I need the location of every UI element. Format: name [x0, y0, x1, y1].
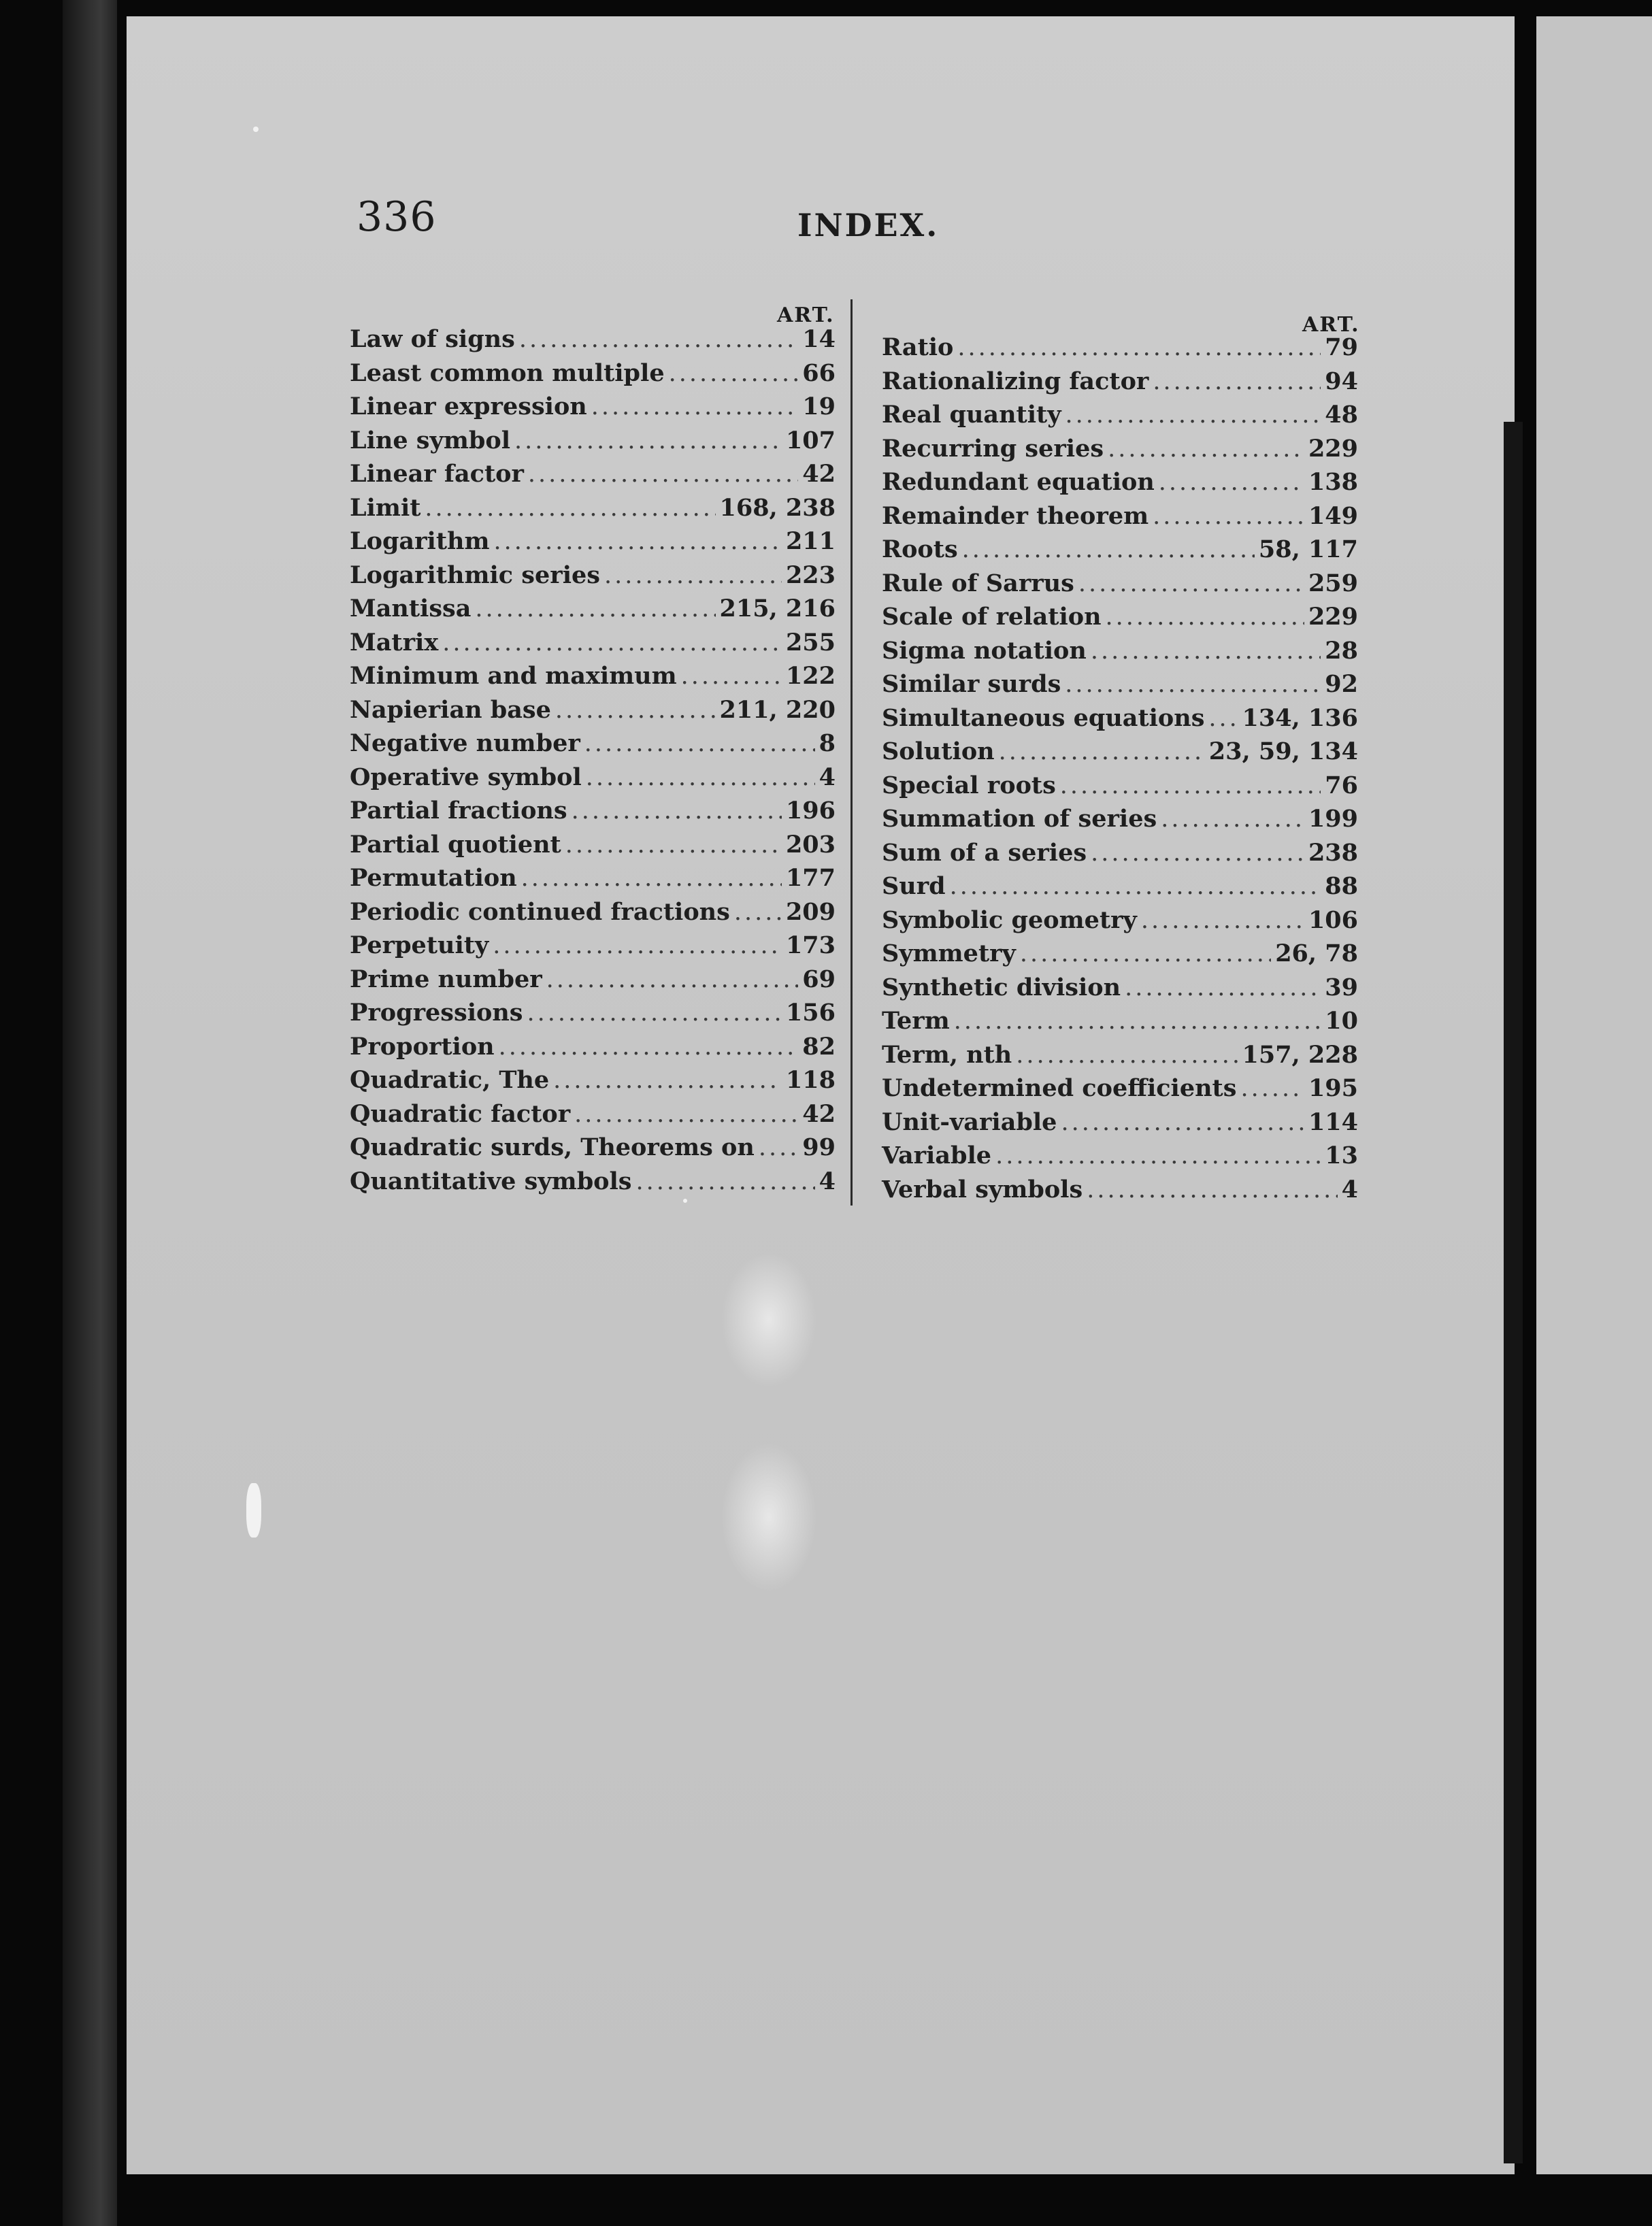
index-term: Synthetic division [882, 973, 1121, 1001]
dot-leader [681, 660, 782, 694]
index-entry [882, 769, 1358, 803]
dot-leader [528, 458, 798, 492]
index-entry [350, 1030, 836, 1064]
article-reference: 138 [1308, 468, 1358, 496]
article-reference: 211, 220 [719, 695, 836, 724]
index-entry [350, 1097, 836, 1131]
dot-leader [1125, 971, 1321, 1006]
dot-leader [514, 425, 782, 459]
index-term: Linear factor [350, 460, 524, 488]
index-entry [882, 701, 1358, 735]
index-term: Scale of relation [882, 603, 1102, 631]
paper-smudge [721, 1442, 816, 1592]
index-term: Remainder theorem [882, 501, 1149, 530]
index-term: Roots [882, 535, 958, 563]
index-term: Line symbol [350, 426, 510, 454]
index-entry [350, 727, 836, 761]
dot-leader [759, 1131, 798, 1165]
index-entry [882, 667, 1358, 701]
article-reference: 8 [819, 729, 836, 757]
index-entry [882, 836, 1358, 870]
article-reference: 223 [785, 561, 836, 589]
index-entry [350, 659, 836, 693]
article-reference: 203 [785, 830, 836, 859]
article-reference: 211 [785, 527, 836, 555]
dot-leader [546, 963, 799, 997]
paper-speck [683, 1199, 687, 1203]
article-reference: 10 [1325, 1007, 1358, 1035]
right-column-header: ART. [1302, 313, 1360, 337]
index-entry [882, 365, 1358, 399]
article-reference: 229 [1308, 434, 1358, 463]
dot-leader [995, 1140, 1321, 1174]
dot-leader [586, 761, 815, 795]
column-divider [850, 299, 853, 1206]
dot-leader [553, 1064, 782, 1098]
index-entry [350, 828, 836, 862]
index-term: Limit [350, 493, 421, 522]
index-term: Rule of Sarrus [882, 569, 1074, 597]
article-reference: 255 [785, 628, 836, 657]
page-number: 336 [357, 193, 437, 241]
index-term: Quadratic factor [350, 1099, 571, 1128]
article-reference: 4 [819, 763, 836, 791]
left-column-header: ART. [777, 303, 835, 327]
article-reference: 26, 78 [1275, 940, 1358, 967]
index-term: Special roots [882, 771, 1056, 799]
article-reference: 69 [802, 965, 836, 993]
dot-leader [572, 795, 782, 829]
index-entry [350, 525, 836, 559]
article-reference: 42 [802, 460, 836, 488]
dot-leader [1061, 1106, 1304, 1140]
index-term: Undetermined coefficients [882, 1074, 1237, 1102]
dot-leader [999, 735, 1205, 769]
index-term: Least common multiple [350, 359, 665, 387]
index-term: Logarithmic series [350, 561, 600, 589]
dot-leader [591, 391, 799, 425]
index-term: Linear expression [350, 393, 587, 420]
index-entry [882, 1173, 1358, 1207]
dot-leader [1087, 1174, 1337, 1208]
article-reference: 28 [1325, 636, 1358, 665]
index-entry [882, 735, 1358, 769]
index-term: Logarithm [350, 527, 490, 555]
index-entry [350, 929, 836, 963]
dot-leader [521, 862, 782, 896]
index-entry [882, 600, 1358, 634]
dot-leader [669, 357, 799, 391]
index-term: Perpetuity [350, 931, 489, 959]
dot-leader [1153, 365, 1321, 399]
dot-leader [1091, 635, 1321, 669]
index-term: Unit-variable [882, 1108, 1057, 1136]
index-entry [350, 390, 836, 424]
article-reference: 19 [802, 393, 836, 420]
dot-leader [565, 829, 782, 863]
left-index-column [350, 322, 836, 1198]
dot-leader [1020, 937, 1271, 971]
gutter-shadow [1504, 422, 1523, 2163]
article-reference: 122 [785, 662, 836, 690]
dot-leader [494, 525, 782, 559]
dot-leader [1065, 668, 1321, 702]
article-reference: 195 [1308, 1074, 1358, 1102]
index-entry [882, 937, 1358, 971]
index-entry [882, 1038, 1358, 1072]
article-reference: 92 [1325, 670, 1358, 698]
index-entry [350, 794, 836, 828]
dot-leader [954, 1005, 1321, 1039]
index-entry [882, 1004, 1358, 1038]
article-reference: 94 [1325, 367, 1358, 395]
dot-leader [555, 694, 716, 728]
dot-leader [1208, 702, 1238, 736]
article-reference: 106 [1308, 906, 1358, 934]
dot-leader [1065, 399, 1321, 433]
index-term: Prime number [350, 965, 542, 993]
paper-speck [253, 127, 259, 132]
index-entry [882, 1072, 1358, 1106]
article-reference: 88 [1325, 872, 1358, 900]
paper-speck [246, 1483, 261, 1538]
article-reference: 107 [785, 426, 836, 454]
index-term: Matrix [350, 628, 439, 657]
index-term: Sum of a series [882, 838, 1087, 867]
dot-leader [636, 1165, 815, 1199]
dot-leader [527, 997, 782, 1031]
index-term: Periodic continued fractions [350, 897, 730, 926]
article-reference: 48 [1325, 401, 1358, 429]
article-reference: 177 [785, 864, 836, 892]
index-entry [882, 567, 1358, 601]
article-reference: 199 [1308, 805, 1358, 833]
index-entry [350, 861, 836, 895]
article-reference: 4 [819, 1167, 836, 1195]
article-reference: 13 [1325, 1142, 1358, 1169]
index-term: Variable [882, 1142, 992, 1169]
index-term: Similar surds [882, 670, 1061, 698]
index-entry [350, 626, 836, 660]
index-entry [350, 963, 836, 997]
index-entry [882, 869, 1358, 903]
index-entry [350, 559, 836, 593]
index-term: Proportion [350, 1032, 495, 1061]
dot-leader [950, 870, 1321, 904]
book-spine [63, 0, 117, 2226]
article-reference: 82 [802, 1032, 836, 1061]
index-term: Simultaneous equations [882, 703, 1205, 732]
index-entry [882, 398, 1358, 432]
index-entry [882, 432, 1358, 466]
dot-leader [1153, 500, 1304, 534]
dot-leader [425, 492, 715, 526]
index-term: Redundant equation [882, 468, 1155, 496]
dot-leader [584, 727, 815, 761]
index-entry [882, 1139, 1358, 1173]
index-term: Napierian base [350, 695, 551, 724]
article-reference: 79 [1325, 333, 1358, 361]
index-term: Permutation [350, 864, 517, 892]
index-entry [350, 1131, 836, 1165]
index-term: Term [882, 1007, 950, 1035]
article-reference: 149 [1308, 501, 1358, 530]
article-reference: 4 [1341, 1175, 1358, 1203]
index-term: Rationalizing factor [882, 367, 1149, 395]
index-term: Partial fractions [350, 797, 567, 825]
dot-leader [957, 331, 1321, 365]
article-reference: 118 [785, 1066, 836, 1094]
article-reference: 259 [1308, 569, 1358, 597]
index-entry [882, 533, 1358, 567]
article-reference: 196 [785, 797, 836, 825]
index-term: Operative symbol [350, 763, 582, 791]
article-reference: 156 [785, 999, 836, 1027]
index-term: Negative number [350, 729, 580, 757]
index-entry [350, 356, 836, 391]
dot-leader [1159, 466, 1304, 500]
dot-leader [1240, 1072, 1304, 1106]
index-entry [882, 971, 1358, 1005]
index-entry [350, 761, 836, 795]
index-term: Sigma notation [882, 636, 1087, 665]
article-reference: 14 [802, 325, 836, 353]
index-entry [350, 1063, 836, 1097]
dot-leader [604, 559, 782, 593]
article-reference: 76 [1325, 771, 1358, 799]
index-term: Solution [882, 737, 995, 765]
index-entry [350, 895, 836, 929]
article-reference: 157, 228 [1242, 1040, 1358, 1069]
index-term: Symbolic geometry [882, 906, 1137, 934]
article-reference: 134, 136 [1242, 703, 1358, 732]
index-entry [350, 457, 836, 491]
right-index-column [882, 331, 1358, 1206]
index-entry [882, 331, 1358, 365]
dot-leader [1091, 837, 1304, 871]
index-term: Minimum and maximum [350, 662, 677, 690]
index-entry [350, 996, 836, 1030]
index-entry [350, 592, 836, 626]
dot-leader [1016, 1039, 1238, 1073]
dot-leader [1060, 769, 1321, 803]
index-term: Quadratic surds, Theorems on [350, 1133, 755, 1161]
article-reference: 42 [802, 1099, 836, 1128]
index-term: Symmetry [882, 940, 1016, 967]
index-term: Quantitative symbols [350, 1167, 632, 1195]
index-entry [350, 424, 836, 458]
index-term: Law of signs [350, 325, 515, 353]
dot-leader [1161, 803, 1304, 837]
article-reference: 209 [785, 897, 836, 926]
article-reference: 39 [1325, 973, 1358, 1001]
index-term: Progressions [350, 999, 523, 1027]
dot-leader [1108, 433, 1304, 467]
facing-page-edge [1536, 16, 1652, 2174]
article-reference: 173 [785, 931, 836, 959]
index-term: Real quantity [882, 401, 1061, 429]
article-reference: 114 [1308, 1108, 1358, 1136]
dot-leader [574, 1098, 798, 1132]
dot-leader [475, 593, 715, 627]
article-reference: 99 [802, 1133, 836, 1161]
index-entry [882, 634, 1358, 668]
article-reference: 238 [1308, 838, 1358, 867]
article-reference: 58, 117 [1258, 535, 1358, 563]
index-term: Mantissa [350, 595, 472, 622]
article-reference: 23, 59, 134 [1208, 737, 1358, 765]
index-term: Summation of series [882, 805, 1157, 833]
index-term: Recurring series [882, 434, 1104, 463]
index-entry [882, 903, 1358, 937]
article-reference: 168, 238 [719, 493, 836, 522]
index-entry [350, 693, 836, 727]
index-entry [882, 802, 1358, 836]
index-term: Quadratic, The [350, 1066, 550, 1094]
index-entry [350, 491, 836, 525]
index-entry [882, 499, 1358, 533]
index-term: Partial quotient [350, 830, 561, 859]
dot-leader [734, 896, 782, 930]
dot-leader [499, 1031, 799, 1065]
dot-leader [962, 533, 1255, 567]
paper-smudge [721, 1252, 816, 1388]
dot-leader [1078, 567, 1304, 601]
index-term: Surd [882, 872, 946, 900]
dot-leader [1141, 904, 1304, 938]
dot-leader [519, 323, 798, 357]
index-entry [350, 1165, 836, 1199]
dot-leader [442, 627, 782, 661]
running-title: INDEX. [797, 207, 940, 244]
dot-leader [493, 929, 782, 963]
index-entry [882, 1106, 1358, 1140]
article-reference: 66 [802, 359, 836, 387]
index-term: Ratio [882, 333, 954, 361]
index-entry [882, 465, 1358, 499]
dot-leader [1106, 601, 1304, 635]
index-term: Verbal symbols [882, 1175, 1083, 1203]
index-term: Term, nth [882, 1040, 1012, 1069]
article-reference: 215, 216 [719, 595, 836, 622]
article-reference: 229 [1308, 603, 1358, 631]
index-entry [350, 322, 836, 356]
